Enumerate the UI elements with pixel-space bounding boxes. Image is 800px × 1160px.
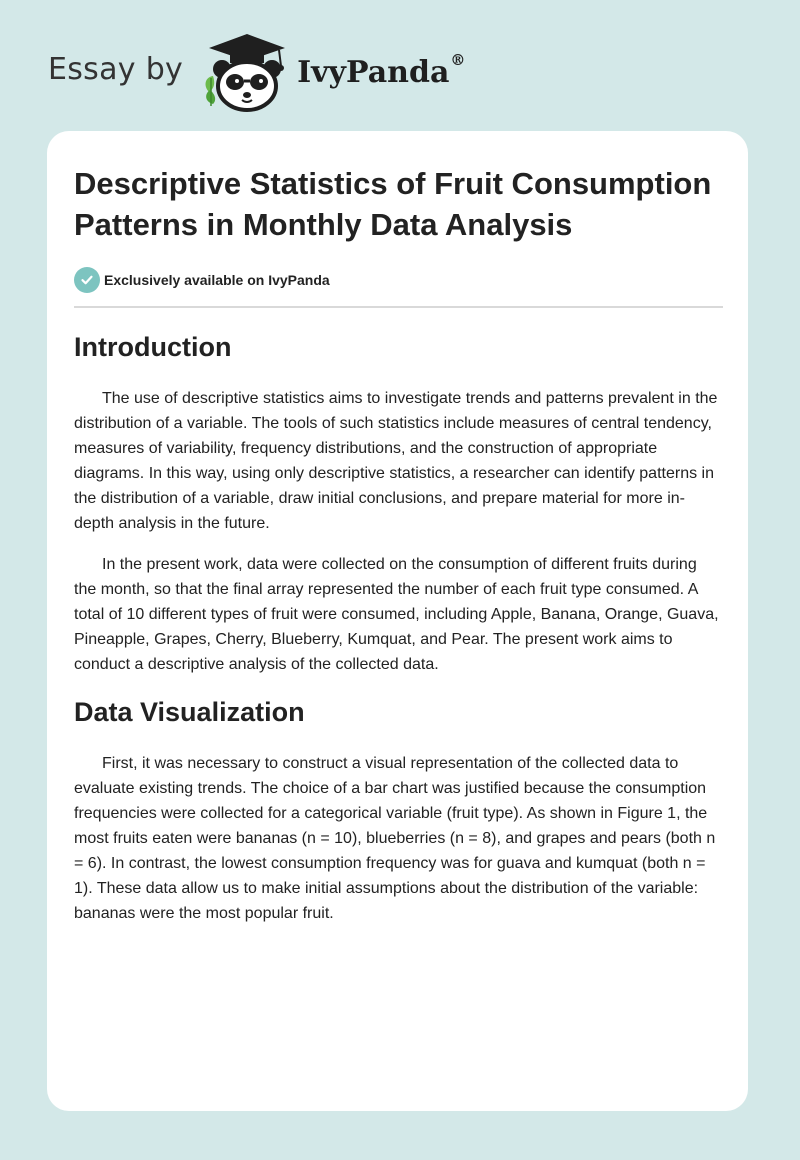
exclusive-badge-label: Exclusively available on IvyPanda [104, 272, 330, 288]
title-divider [74, 306, 723, 308]
panda-logo-icon [199, 30, 295, 116]
section-data-visualization [74, 695, 723, 926]
essay-title: Descriptive Statistics of Fruit Consumption Patterns in Monthly Data Analysis [74, 166, 712, 242]
check-circle-icon [74, 267, 100, 293]
registered-mark: ® [450, 50, 466, 69]
paragraph: In the present work, data were collected on the consumption of different fruits during the month, so that the final array represented the number of each fruit type consumed. A total of 10 different types of fruit were consumed, including Apple, Banana, Orange, Guava, Pineapple, Grapes, Cherry, Blueberry, Kumquat, and Pear. The present work aims to conduct a descriptive analysis of the collected data. [74, 556, 719, 673]
essay-card [47, 131, 748, 1111]
essay-content [74, 163, 723, 926]
paragraph: First, it was necessary to construct a visual representation of the collected data to evaluate existing trends. The choice of a bar chart was justified because the consumption frequencies were collected for a categorical variable (fruit type). As shown in Figure 1, the most fruits eaten were bananas (n = 10), blueberries (n = 8), and grapes and pears (both n = 6). In contrast, the lowest consumption frequency was for guava and kumquat (both n = 1). These data allow us to make initial assumptions about the distribution of the variable: bananas were the most popular fruit. [74, 755, 716, 922]
section-introduction [74, 330, 723, 677]
paragraph: The use of descriptive statistics aims to investigate trends and patterns prevalent in the distribution of a variable. The tools of such statistics include measures of central tendency, measures of variability, frequency distributions, and the construction of appropriate diagrams. In this way, using only descriptive statistics, a researcher can identify patterns in the distribution of a variable, draw initial conclusions, and prepare material for more in-depth analysis in the future. [74, 390, 718, 532]
brand-name[interactable]: IvyPanda® [297, 50, 466, 90]
site-header [48, 30, 465, 116]
exclusive-badge [74, 267, 723, 293]
section-heading: Introduction [74, 332, 232, 362]
essay-by-label: Essay by [48, 51, 184, 87]
section-heading: Data Visualization [74, 697, 305, 727]
